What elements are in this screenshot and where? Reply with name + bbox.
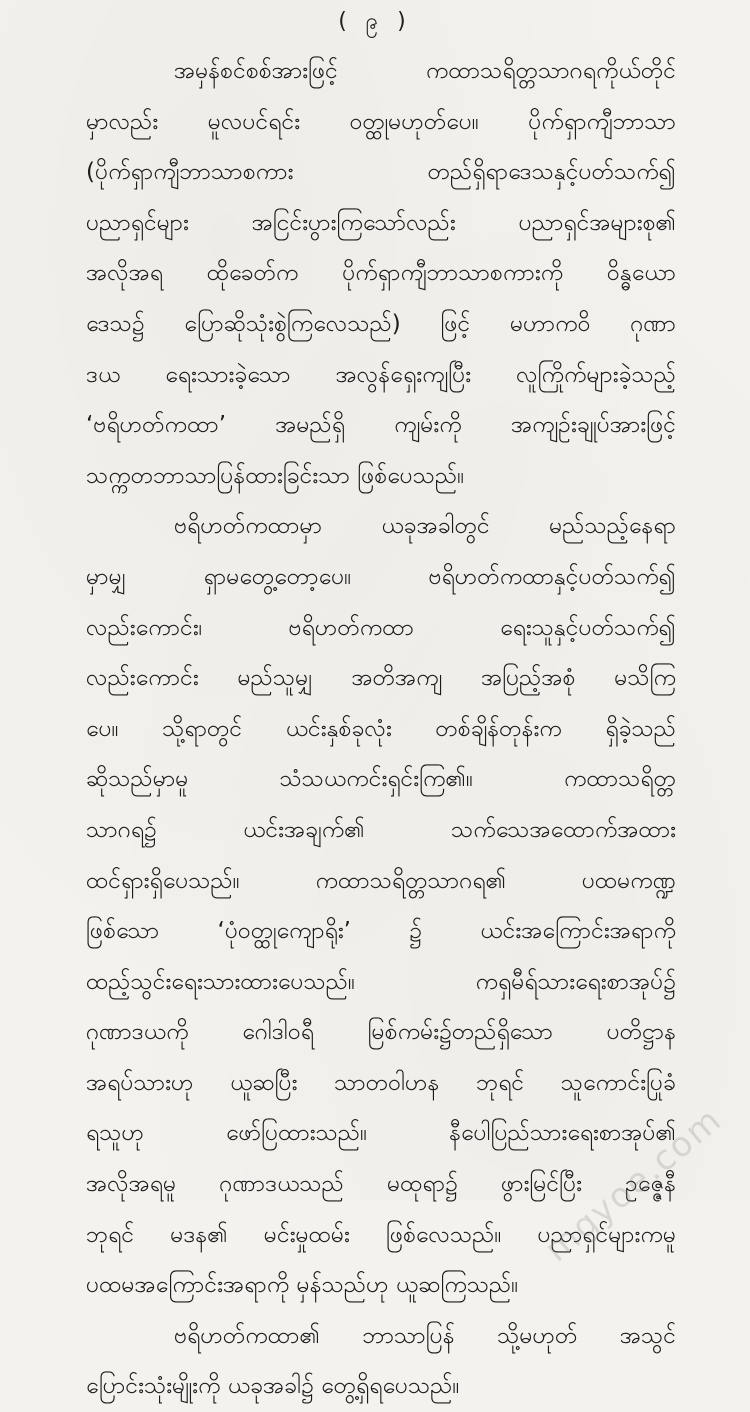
paragraph-2-line-16: ပထမအကြောင်းအရာကို မှန်သည်ဟု ယူဆကြသည်။ <box>86 1272 519 1299</box>
paragraph-1-line-3: (ပိုက်ရှာကျီဘာသာစကား တည်ရှိရာဒေသနှင့်ပတ်သက်၍ <box>86 159 676 186</box>
paragraph-3-line-2: ပြောင်းသုံးမျိုးကို ယခုအခါ၌ တွေ့ရှိရပေသည်။ <box>86 1373 460 1400</box>
paragraph-2-line-2: မှာမျှ ရှာမတွေ့တော့ပေ။ ဗရိဟတ်ကထာနှင့်ပတ်သက်၍ <box>86 563 676 590</box>
paragraph-2-line-10: ထည့်သွင်းရေးသားထားပေသည်။ ကရှမီရ်သားရေးစာအုပ်၌ <box>86 968 676 995</box>
paragraph-1-line-2: မှာလည်း မူလပင်ရင်း ဝတ္ထုမဟုတ်ပေ။ ပိုက်ရှာကျီဘာသာ <box>86 108 676 135</box>
paragraph-2-line-14: အလိုအရမူ ဂုဏာဒယသည် မထုရာ၌ ဖွားမြင်ပြီး ဥဇ္ဇေနီ <box>86 1171 676 1198</box>
paragraph-2-line-13: ရသူဟု ဖော်ပြထားသည်။ နီပေါပြည်သားရေးစာအုပ်၏ <box>86 1120 676 1147</box>
paragraph-3-line-1: ဗရိဟတ်ကထာ၏ ဘာသာပြန် သို့မဟုတ် အသွင် <box>174 1322 676 1349</box>
watermark-logo: mgyoe.com <box>537 1099 730 1271</box>
paragraph-2-line-5: ပေ။ သို့ရာတွင် ယင်းနှစ်ခုလုံး တစ်ချိန်တုန်းက ရှိခဲ့သည် <box>86 715 676 742</box>
paragraph-1-line-5: အလိုအရ ထိုခေတ်က ပိုက်ရှာကျီဘာသာစကားကို ဝိန္ဓယော <box>86 260 676 287</box>
paragraph-2-line-6: ဆိုသည်မှာမူ သံသယကင်းရှင်းကြ၏။ ကထာသရိတ္တ <box>86 766 676 793</box>
paragraph-2-line-4: လည်းကောင်း မည်သူမျှ အတိအကျ အပြည့်အစုံ မသိကြ <box>86 665 676 692</box>
paragraph-2-line-12: အရပ်သားဟု ယူဆပြီး သာတဝါဟန ဘုရင် သူကောင်းပြုခံ <box>86 1069 676 1096</box>
paragraph-1-line-8: ‘ဗရိဟတ်ကထာ’ အမည်ရှိ ကျမ်းကို အကျဉ်းချုပ်အားဖြင့် <box>86 412 676 439</box>
paragraph-1-line-7: ဒယ ရေးသားခဲ့သော အလွန်ရှေးကျပြီး လူကြိုက်များခဲ့သည့် <box>86 361 676 388</box>
paragraph-1-line-1: အမှန်စင်စစ်အားဖြင့် ကထာသရိတ္တသာဂရကိုယ်တိုင် <box>174 58 676 84</box>
paragraph-2-line-3: လည်းကောင်း၊ ဗရိဟတ်ကထာ ရေးသူနှင့်ပတ်သက်၍ <box>86 614 676 641</box>
paragraph-2-line-1: ဗရိဟတ်ကထာမှာ ယခုအခါတွင် မည်သည့်နေရာ <box>174 513 676 540</box>
paragraph-2-line-8: ထင်ရှားရှိပေသည်။ ကထာသရိတ္တသာဂရ၏ ပထမကဏ္ဍ <box>86 867 676 894</box>
paragraph-2-line-11: ဂုဏာဒယကို ဂေါဒါဝရီ မြစ်ကမ်း၌တည်ရှိသော ပတိဋ္ဌာန <box>86 1019 676 1046</box>
paragraph-2-line-15: ဘုရင် မဒန၏ မင်းမှုထမ်း ဖြစ်လေသည်။ ပညာရှင်များကမူ <box>86 1221 676 1248</box>
paragraph-1-line-9: သက္ကတဘာသာပြန်ထားခြင်းသာ ဖြစ်ပေသည်။ <box>86 462 465 489</box>
paragraph-2-line-9: ဖြစ်သော ‘ပုံဝတ္ထုကျောရိုး’ ၌ ယင်းအကြောင်းအရာကို <box>86 918 676 945</box>
paragraph-1-line-4: ပညာရှင်များ အငြင်းပွားကြသော်လည်း ပညာရှင်အများစု၏ <box>86 209 676 236</box>
paragraph-1-line-6: ဒေသ၌ ပြောဆိုသုံးစွဲကြလေသည်) ဖြင့် မဟာကဝိ ဂုဏာ <box>86 310 676 337</box>
paragraph-2-line-7: သာဂရ၌ ယင်းအချက်၏ သက်သေအထောက်အထား <box>86 816 676 843</box>
page-number: ( ၉ ) <box>338 9 412 34</box>
